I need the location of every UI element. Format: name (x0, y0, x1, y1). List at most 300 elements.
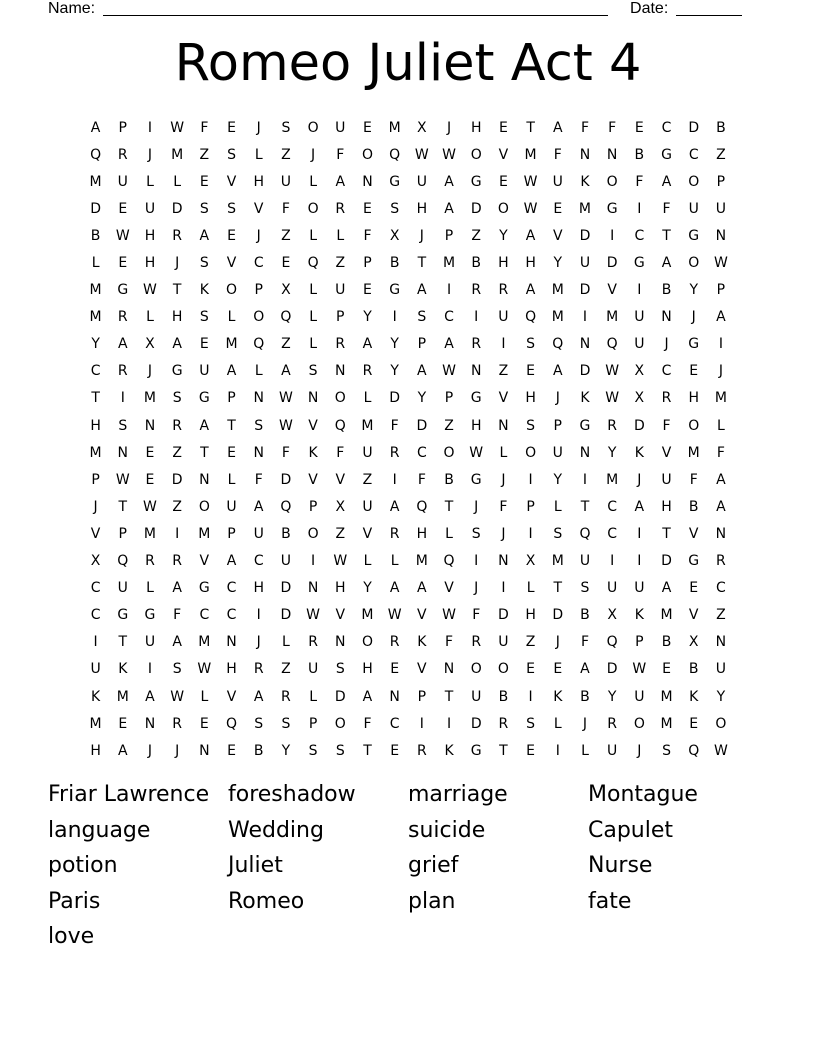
grid-letter: H (470, 417, 482, 434)
grid-letter: L (282, 634, 290, 651)
grid-letter: G (470, 173, 482, 190)
grid-letter: U (498, 309, 509, 326)
grid-letter: A (525, 282, 536, 299)
grid-letter: D (606, 661, 618, 678)
grid-letter: S (526, 336, 536, 353)
grid-letter: U (362, 444, 373, 461)
grid-letter: A (281, 363, 291, 380)
grid-letter: B (580, 607, 590, 624)
grid-letter: V (199, 553, 210, 570)
grid-letter: V (688, 525, 699, 542)
grid-letter: F (716, 444, 725, 461)
grid-letter: O (198, 498, 210, 515)
grid-letter: I (474, 309, 479, 326)
grid-letter: G (688, 553, 700, 570)
grid-letter: P (716, 282, 726, 299)
grid-letter: V (335, 607, 346, 624)
grid-letter: W (333, 553, 348, 570)
grid-letter: Q (552, 336, 564, 353)
grid-letter: M (524, 146, 537, 163)
grid-letter: W (278, 390, 293, 407)
grid-letter: T (172, 282, 182, 299)
grid-letter: H (525, 607, 536, 624)
grid-letter: D (579, 227, 591, 244)
grid-letter: V (253, 200, 264, 217)
grid-letter: O (688, 255, 700, 272)
grid-letter: G (144, 607, 156, 624)
grid-letter: P (308, 715, 318, 732)
grid-letter: W (115, 227, 130, 244)
grid-letter: S (199, 200, 209, 217)
grid-letter: M (143, 525, 157, 542)
grid-letter: G (688, 227, 700, 244)
grid-letter: E (526, 742, 536, 759)
grid-letter: A (716, 471, 726, 488)
grid-letter: R (335, 200, 346, 217)
grid-letter: I (637, 553, 642, 570)
grid-letter: G (470, 471, 482, 488)
grid-letter: L (146, 309, 154, 326)
grid-letter: L (445, 525, 453, 542)
grid-letter: L (553, 498, 562, 515)
grid-letter: P (526, 498, 535, 515)
grid-letter: H (335, 580, 346, 597)
grid-letter: G (389, 173, 401, 190)
grid-letter: G (470, 390, 482, 407)
grid-letter: V (498, 390, 509, 407)
grid-letter: Z (362, 471, 373, 488)
grid-letter: A (253, 688, 264, 705)
grid-letter: M (361, 417, 374, 434)
grid-letter: G (198, 580, 210, 597)
grid-letter: Q (389, 146, 401, 163)
grid-letter: N (362, 173, 373, 190)
grid-letter: N (253, 390, 264, 407)
grid-letter: T (363, 742, 372, 759)
grid-letter: O (226, 282, 238, 299)
grid-letter: M (171, 146, 184, 163)
word-list-item: fate (588, 888, 632, 914)
grid-letter: T (444, 688, 454, 705)
grid-letter: K (444, 742, 454, 759)
grid-letter: R (498, 715, 509, 732)
grid-letter: M (143, 390, 157, 407)
grid-letter: N (199, 742, 210, 759)
grid-letter: M (198, 525, 211, 542)
grid-letter: U (199, 363, 210, 380)
grid-letter: Q (688, 742, 700, 759)
grid-letter: H (470, 119, 482, 136)
grid-letter: J (256, 227, 261, 244)
grid-letter: T (91, 390, 100, 407)
grid-letter: F (281, 444, 290, 461)
grid-letter: Q (280, 309, 292, 326)
grid-letter: A (444, 200, 454, 217)
grid-letter: O (443, 444, 455, 461)
grid-letter: D (280, 580, 292, 597)
grid-letter: R (117, 309, 128, 326)
grid-letter: A (199, 227, 210, 244)
grid-letter: U (634, 336, 645, 353)
grid-letter: X (688, 634, 699, 651)
word-list-item: Friar Lawrence (48, 782, 210, 807)
grid-letter: M (442, 255, 456, 272)
grid-letter: E (689, 715, 699, 732)
grid-letter: R (716, 553, 726, 570)
grid-letter: E (281, 255, 291, 272)
word-list-item: language (48, 817, 151, 843)
grid-letter: U (226, 498, 237, 515)
grid-letter: P (363, 255, 372, 272)
grid-letter: J (419, 227, 424, 244)
grid-letter: P (254, 282, 263, 299)
grid-letter: N (389, 688, 400, 705)
grid-letter: H (525, 390, 536, 407)
grid-letter: P (308, 498, 318, 515)
grid-letter: U (253, 525, 264, 542)
grid-letter: N (715, 634, 727, 651)
grid-letter: J (175, 742, 180, 759)
grid-letter: V (498, 146, 509, 163)
grid-letter: N (307, 390, 319, 407)
grid-letter: H (416, 200, 428, 217)
grid-letter: B (471, 255, 482, 272)
grid-letter: P (118, 525, 127, 542)
grid-letter: X (90, 553, 101, 570)
grid-letter: C (199, 607, 210, 624)
grid-letter: T (580, 498, 590, 515)
grid-letter: K (634, 444, 644, 461)
grid-letter: O (606, 173, 618, 190)
grid-letter: X (634, 363, 645, 380)
grid-letter: J (637, 471, 642, 488)
grid-letter: M (89, 715, 102, 732)
grid-letter: F (390, 417, 399, 434)
grid-letter: Q (525, 309, 537, 326)
grid-letter: O (307, 200, 319, 217)
grid-letter: D (688, 119, 700, 136)
grid-letter: A (552, 119, 563, 136)
grid-letter: G (688, 336, 700, 353)
grid-letter: W (197, 661, 212, 678)
grid-letter: N (579, 336, 591, 353)
grid-letter: E (498, 119, 508, 136)
grid-letter: Y (363, 309, 372, 326)
grid-letter: J (175, 255, 180, 272)
grid-letter: A (525, 227, 536, 244)
grid-letter: A (389, 580, 400, 597)
grid-letter: Q (280, 498, 292, 515)
grid-letter: N (579, 146, 591, 163)
grid-letter: E (227, 119, 236, 136)
grid-letter: G (389, 282, 401, 299)
grid-letter: S (662, 742, 671, 759)
grid-letter: N (579, 444, 591, 461)
grid-letter: Z (498, 363, 509, 380)
grid-letter: W (713, 742, 728, 759)
grid-letter: V (90, 525, 101, 542)
grid-letter: W (414, 146, 429, 163)
grid-letter: R (389, 634, 400, 651)
grid-letter: S (335, 742, 345, 759)
grid-letter: O (334, 715, 346, 732)
page-title: Romeo Juliet Act 4 (174, 34, 642, 93)
grid-letter: P (635, 634, 644, 651)
word-list-item: love (48, 924, 95, 949)
grid-letter: F (281, 200, 290, 217)
grid-letter: C (90, 607, 101, 624)
grid-letter: U (715, 200, 727, 217)
grid-letter: Y (417, 390, 427, 407)
grid-letter: G (198, 390, 210, 407)
grid-letter: N (144, 715, 156, 732)
grid-letter: C (607, 498, 618, 515)
grid-letter: Y (390, 363, 399, 380)
grid-letter: A (117, 742, 128, 759)
grid-letter: J (256, 119, 261, 136)
grid-letter: E (227, 227, 236, 244)
grid-letter: N (144, 417, 156, 434)
grid-letter: U (335, 282, 346, 299)
grid-letter: D (389, 390, 401, 407)
grid-letter: I (555, 742, 560, 759)
grid-letter: E (689, 580, 699, 597)
grid-letter: J (256, 634, 261, 651)
grid-letter: W (605, 363, 620, 380)
grid-letter: K (553, 688, 563, 705)
grid-letter: J (147, 742, 153, 759)
grid-letter: O (470, 146, 482, 163)
grid-letter: J (501, 525, 506, 542)
grid-letter: E (363, 200, 372, 217)
grid-letter: F (363, 715, 372, 732)
grid-letter: Y (390, 336, 399, 353)
grid-letter: N (470, 363, 482, 380)
grid-letter: I (474, 553, 479, 570)
grid-letter: M (89, 444, 102, 461)
grid-letter: W (632, 661, 647, 678)
grid-letter: L (200, 688, 209, 705)
grid-letter: B (389, 255, 400, 272)
grid-letter: R (471, 282, 482, 299)
grid-letter: G (117, 282, 129, 299)
grid-letter: T (444, 498, 454, 515)
grid-letter: T (118, 634, 128, 651)
grid-letter: S (172, 661, 182, 678)
grid-letter: J (446, 119, 452, 136)
grid-letter: O (497, 200, 509, 217)
grid-letter: F (580, 634, 589, 651)
grid-letter: E (363, 282, 372, 299)
grid-letter: J (691, 309, 696, 326)
grid-letter: R (389, 525, 400, 542)
grid-letter: R (117, 363, 128, 380)
grid-letter: J (501, 471, 506, 488)
grid-letter: V (308, 471, 318, 488)
grid-letter: N (335, 363, 346, 380)
grid-letter: F (200, 119, 209, 136)
grid-letter: S (553, 525, 563, 542)
grid-letter: C (90, 363, 101, 380)
grid-letter: J (147, 363, 153, 380)
grid-letter: L (309, 336, 317, 353)
grid-letter: V (335, 471, 346, 488)
grid-letter: M (714, 390, 727, 407)
grid-letter: E (553, 661, 563, 678)
grid-letter: I (147, 661, 153, 678)
grid-letter: A (335, 173, 346, 190)
grid-letter: U (607, 580, 618, 597)
grid-letter: N (443, 661, 455, 678)
grid-letter: J (637, 742, 642, 759)
grid-letter: Z (525, 634, 536, 651)
grid-letter: U (280, 553, 292, 570)
grid-letter: R (172, 417, 183, 434)
grid-letter: S (227, 200, 236, 217)
grid-letter: F (254, 471, 263, 488)
grid-letter: M (198, 634, 211, 651)
grid-letter: N (715, 227, 727, 244)
grid-letter: V (688, 607, 699, 624)
grid-letter: X (525, 553, 536, 570)
grid-letter: R (389, 444, 400, 461)
grid-letter: Y (91, 336, 100, 353)
grid-letter: W (170, 119, 185, 136)
letter-grid (82, 114, 736, 764)
grid-letter: P (553, 417, 562, 434)
grid-letter: U (280, 173, 292, 190)
grid-letter: E (526, 661, 536, 678)
grid-letter: J (555, 634, 560, 651)
grid-letter: M (660, 688, 673, 705)
grid-letter: E (145, 444, 155, 461)
grid-letter: T (227, 417, 236, 434)
grid-letter: M (606, 471, 619, 488)
word-list-item: Juliet (228, 853, 283, 878)
grid-letter: P (444, 390, 454, 407)
word-list (48, 779, 788, 957)
name-label: Name: (48, 0, 96, 17)
grid-letter: X (417, 119, 427, 136)
grid-letter: A (444, 336, 454, 353)
grid-letter: C (416, 444, 427, 461)
grid-letter: D (606, 255, 618, 272)
grid-letter: B (688, 661, 699, 678)
grid-letter: C (661, 119, 672, 136)
grid-letter: W (469, 444, 484, 461)
grid-letter: X (389, 227, 400, 244)
grid-letter: V (308, 417, 318, 434)
grid-letter: F (472, 607, 481, 624)
grid-letter: S (526, 715, 536, 732)
grid-letter: H (688, 390, 699, 407)
grid-letter: A (90, 119, 101, 136)
grid-letter: U (715, 661, 727, 678)
grid-letter: L (363, 390, 372, 407)
grid-letter: T (662, 227, 671, 244)
grid-letter: P (118, 119, 127, 136)
grid-letter: E (227, 742, 236, 759)
grid-letter: S (254, 417, 264, 434)
grid-letter: I (93, 634, 98, 651)
grid-letter: U (661, 471, 672, 488)
grid-letter: W (143, 498, 157, 515)
grid-letter: C (661, 363, 672, 380)
grid-letter: J (582, 715, 588, 732)
grid-letter: D (661, 553, 672, 570)
grid-letter: J (311, 146, 316, 163)
grid-letter: D (579, 363, 591, 380)
grid-letter: I (637, 200, 642, 217)
grid-letter: F (662, 200, 671, 217)
grid-letter: S (254, 715, 264, 732)
grid-letter: V (552, 227, 563, 244)
grid-letter: L (146, 173, 154, 190)
grid-letter: P (716, 173, 726, 190)
grid-letter: I (147, 119, 153, 136)
grid-letter: M (687, 444, 700, 461)
grid-letter: W (523, 200, 538, 217)
grid-letter: I (718, 336, 723, 353)
grid-letter: I (120, 390, 125, 407)
grid-letter: W (442, 363, 456, 380)
grid-letter: G (171, 363, 183, 380)
grid-letter: A (444, 173, 454, 190)
grid-letter: A (172, 336, 182, 353)
grid-letter: Q (253, 336, 265, 353)
grid-letter: N (253, 444, 264, 461)
grid-letter: H (171, 309, 183, 326)
grid-letter: H (90, 742, 101, 759)
grid-letter: H (498, 255, 509, 272)
grid-letter: A (661, 255, 672, 272)
grid-letter: R (117, 146, 128, 163)
grid-letter: D (416, 417, 428, 434)
grid-letter: O (688, 417, 700, 434)
grid-letter: A (552, 363, 563, 380)
grid-letter: A (389, 498, 400, 515)
grid-letter: X (607, 607, 617, 624)
grid-letter: W (387, 607, 402, 624)
grid-letter: S (471, 525, 481, 542)
grid-letter: N (226, 634, 237, 651)
grid-letter: V (226, 255, 237, 272)
grid-letter: N (199, 471, 210, 488)
grid-letter: S (281, 119, 291, 136)
grid-letter: U (498, 634, 509, 651)
grid-letter: A (172, 634, 182, 651)
grid-letter: K (634, 607, 644, 624)
grid-letter: L (553, 715, 562, 732)
grid-letter: G (606, 200, 618, 217)
grid-letter: B (688, 498, 699, 515)
grid-letter: U (634, 309, 645, 326)
grid-letter: R (416, 742, 427, 759)
grid-letter: P (227, 525, 236, 542)
grid-letter: L (91, 255, 100, 272)
grid-letter: L (309, 227, 317, 244)
grid-letter: V (417, 607, 427, 624)
date-label: Date: (630, 0, 669, 17)
grid-letter: V (362, 525, 373, 542)
grid-letter: X (145, 336, 155, 353)
grid-letter: S (580, 580, 590, 597)
grid-letter: K (308, 444, 318, 461)
grid-letter: P (417, 336, 427, 353)
grid-letter: O (307, 119, 319, 136)
grid-letter: S (308, 363, 318, 380)
grid-letter: D (90, 200, 101, 217)
